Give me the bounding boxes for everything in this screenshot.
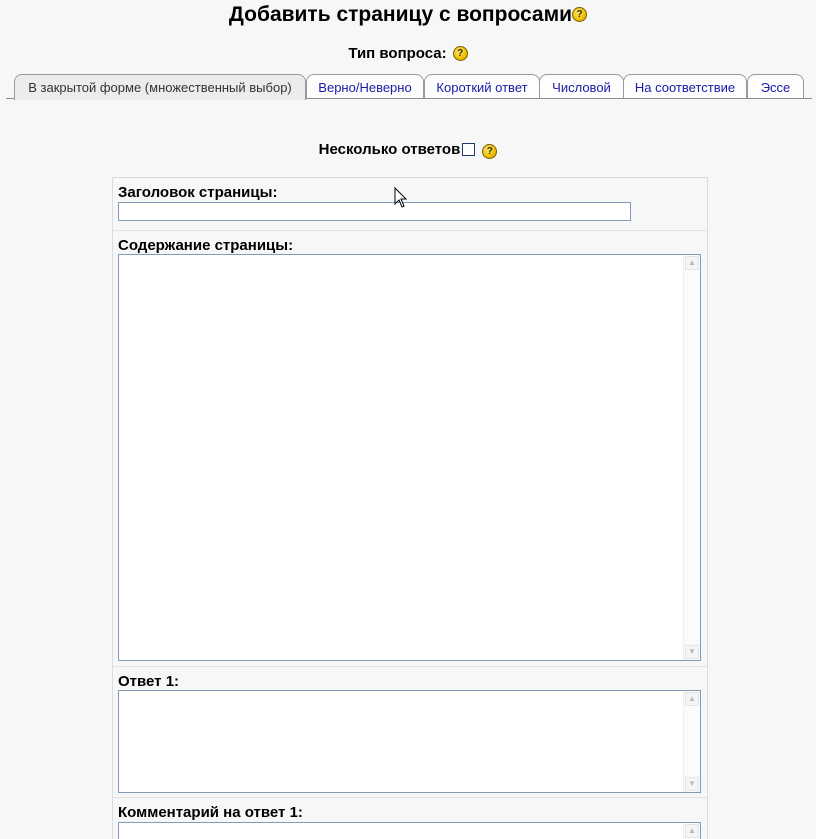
question-type-tabs xyxy=(6,74,812,99)
scroll-up-icon[interactable]: ▲ xyxy=(685,256,699,270)
question-type-label: Тип вопроса: xyxy=(348,45,447,62)
scroll-up-icon[interactable]: ▲ xyxy=(685,692,699,706)
comment1-label: Комментарий на ответ 1: xyxy=(118,804,303,821)
scrollbar[interactable] xyxy=(683,691,700,792)
question-type-heading xyxy=(0,45,816,62)
page-content-section xyxy=(113,231,707,667)
scrollbar[interactable] xyxy=(683,255,700,660)
scroll-up-icon[interactable]: ▲ xyxy=(685,824,699,838)
tab-multichoice[interactable]: В закрытой форме (множественный выбор) xyxy=(14,74,306,100)
multiple-answers-row xyxy=(0,141,816,158)
help-icon[interactable]: ? xyxy=(482,144,497,159)
answer1-section xyxy=(113,667,707,798)
question-form xyxy=(112,177,708,839)
help-icon[interactable]: ? xyxy=(572,7,587,22)
scroll-down-icon[interactable]: ▼ xyxy=(685,777,699,791)
tab-essay[interactable]: Эссе xyxy=(747,74,804,98)
multiple-answers-label: Несколько ответов xyxy=(318,141,461,158)
comment1-section xyxy=(113,798,707,839)
page-content-label: Содержание страницы: xyxy=(118,237,294,254)
page-title: Добавить страницу с вопросами xyxy=(228,3,573,26)
page-title-label: Заголовок страницы: xyxy=(118,184,278,201)
comment1-textarea[interactable] xyxy=(118,822,701,839)
tab-true-false[interactable]: Верно/Неверно xyxy=(306,74,424,98)
page-heading xyxy=(0,3,816,27)
scroll-down-icon[interactable]: ▼ xyxy=(685,645,699,659)
page-title-section xyxy=(113,178,707,231)
scrollbar[interactable] xyxy=(683,823,700,839)
tab-numerical[interactable]: Числовой xyxy=(539,74,624,98)
tab-short-answer[interactable]: Короткий ответ xyxy=(424,74,540,98)
tab-matching[interactable]: На соответствие xyxy=(623,74,747,98)
help-icon[interactable]: ? xyxy=(453,46,468,61)
page-title-input[interactable] xyxy=(118,202,631,221)
multiple-answers-checkbox[interactable] xyxy=(462,143,475,156)
mouse-cursor-icon xyxy=(394,187,408,209)
answer1-label: Ответ 1: xyxy=(118,673,180,690)
answer1-textarea[interactable] xyxy=(118,690,701,793)
page-content-textarea[interactable] xyxy=(118,254,701,661)
